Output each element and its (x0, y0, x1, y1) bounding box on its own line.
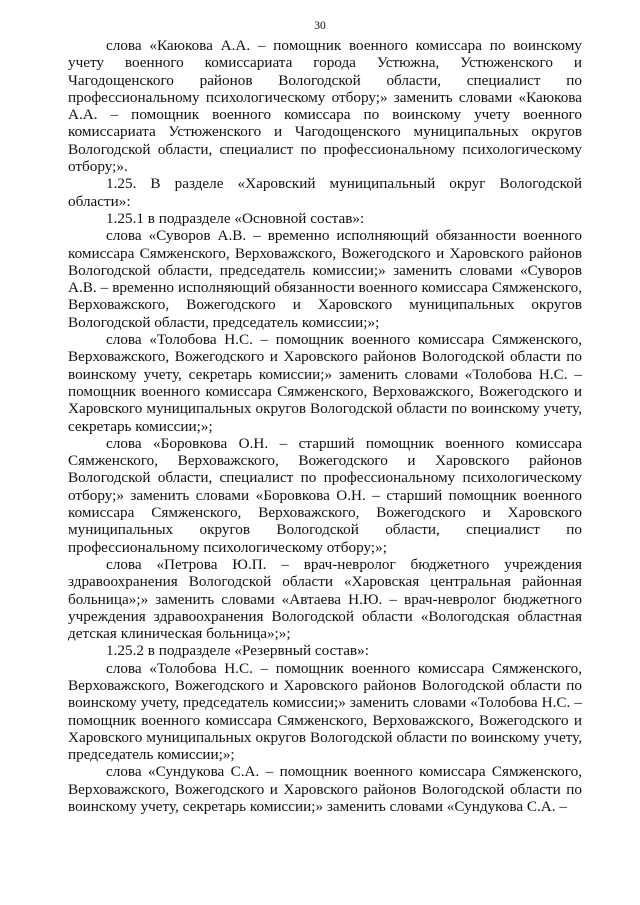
subsection-heading-1-25-2: 1.25.2 в подразделе «Резервный состав»: (106, 642, 369, 660)
paragraph-sundukova: слова «Сундукова С.А. – помощник военного комиссара Сямженского, Верховажского, Вожегодского и Харовского районов Вологодской области по воинскому учету, секретарь комиссии;» заменить словами «Сундукова С.А. – (68, 763, 582, 816)
paragraph-borovkova: слова «Боровкова О.Н. – старший помощник военного комиссара Сямженского, Верховажского, Вожегодского и Харовского районов Вологодской области, специалист по профессиональному психологическому отбору;» заменить словами «Боровкова О.Н. – старший помощник военного комиссара Сямженского, Верховажского, Вожегодского и Харовского муниципальных округов Вологодской области, специалист по профессиональному психологическому отбору;»; (68, 434, 582, 556)
paragraph-kayukova: слова «Каюкова А.А. – помощник военного комиссара по воинскому учету военного комиссариата города Устюжна, Устюженского и Чагодощенского районов Вологодской области, специалист по профессиональному психологическому отбору;» заменить словами «Каюкова А.А. – помощник военного комиссара по воинскому учету военного комиссариата Устюженского и Чагодощенского муниципальных округов Вологодской области, специалист по профессиональному психологическому отбору;». (68, 37, 582, 176)
paragraph-suvorov: слова «Суворов А.В. – временно исполняющий обязанности военного комиссара Сямженского, Верховажского, Вожегодского и Харовского районов Вологодской области, председатель комиссии;» заменить словами «Суворов А.В. – временно исполняющий обязанности военного комиссара Сямженского, Верховажского, Вожегодского и Харовского муниципальных округов Вологодской области, председатель комиссии;»; (68, 227, 582, 331)
page-number: 30 (314, 20, 326, 32)
paragraph-tolobova-main: слова «Толобова Н.С. – помощник военного комиссара Сямженского, Верховажского, Вожегодского и Харовского районов Вологодской области по воинскому учету, секретарь комиссии;» заменить словами «Толобова Н.С. – помощник военного комиссара Сямженского, Верховажского, Вожегодского и Харовского муниципальных округов Вологодской области по воинскому учету, секретарь комиссии;»; (68, 331, 582, 435)
document-body (68, 37, 582, 815)
subsection-heading-1-25-1: 1.25.1 в подразделе «Основной состав»: (106, 209, 365, 227)
section-heading-1-25: 1.25. В разделе «Харовский муниципальный округ Вологодской области»: (68, 175, 582, 210)
paragraph-petrova: слова «Петрова Ю.П. – врач-невролог бюджетного учреждения здравоохранения Вологодской области «Харовская центральная районная больница»;» заменить словами «Автаева Н.Ю. – врач-невролог бюджетного учреждения здравоохранения Вологодской области «Вологодская областная детская клиническая больница»;»; (68, 555, 582, 643)
paragraph-tolobova-reserve: слова «Толобова Н.С. – помощник военного комиссара Сямженского, Верховажского, Вожегодского и Харовского районов Вологодской области по воинскому учету, председатель комиссии;» заменить словами «Толобова Н.С. – помощник военного комиссара Сямженского, Верховажского, Вожегодского и Харовского муниципальных округов Вологодской области по воинскому учету, председатель комиссии;»; (68, 659, 582, 764)
